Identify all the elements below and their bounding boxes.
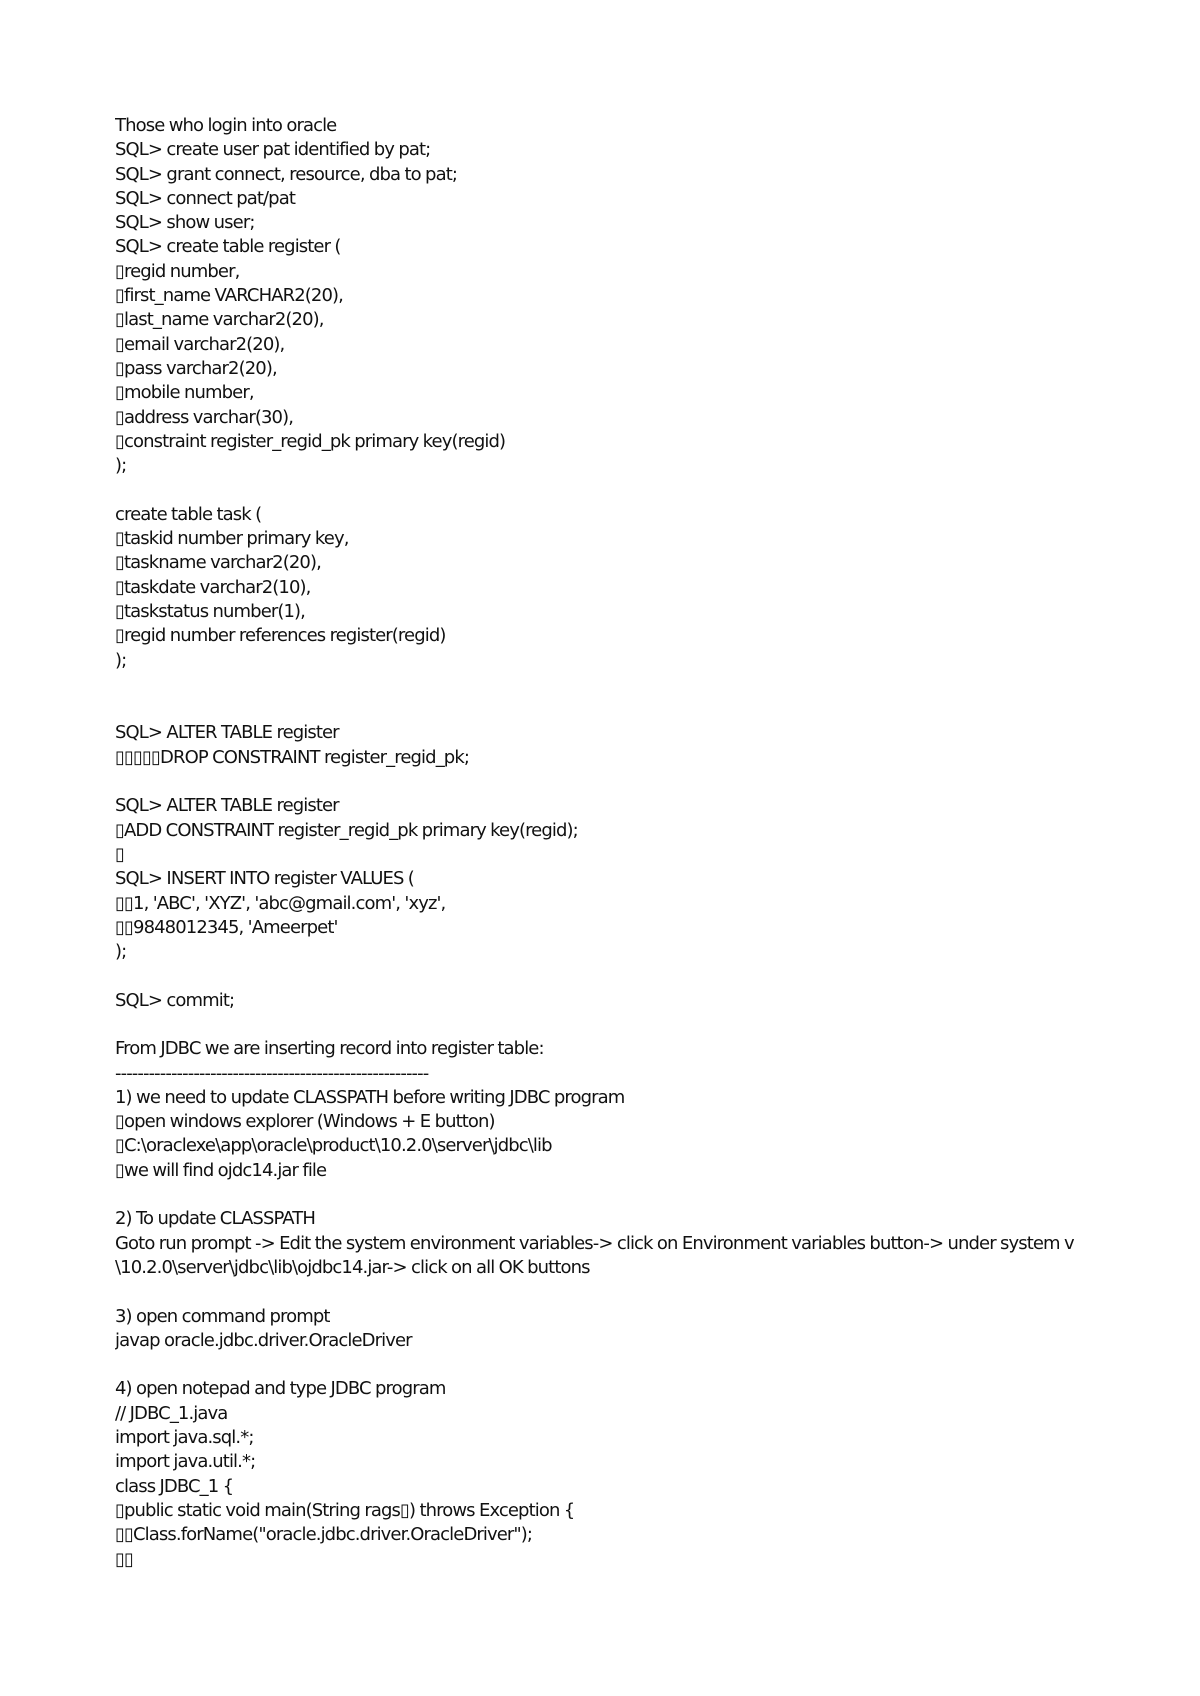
text-line: ▯address varchar(30), [115,406,294,428]
blank-line [115,964,1200,988]
text-line: SQL> ALTER TABLE register [115,795,339,817]
blank-line [115,1353,1200,1377]
text-line: ▯regid number references register(regid) [115,625,446,647]
text-line: ▯▯9848012345, 'Ameerpet' [115,916,338,938]
text-line: ▯ADD CONSTRAINT register_regid_pk primary key(regid); [115,819,578,841]
text-line: ▯▯Class.forName("oracle.jdbc.driver.OracleDriver"); [115,1524,533,1546]
text-line: From JDBC we are inserting record into register table: [115,1038,544,1060]
blank-line [115,1183,1200,1207]
text-line: 2) To update CLASSPATH [115,1208,316,1230]
text-line: \10.2.0\server\jdbc\lib\ojdbc14.jar-> click on all OK buttons [115,1256,590,1278]
document-text [115,114,1200,1572]
text-line: 4) open notepad and type JDBC program [115,1378,446,1400]
text-line: ▯ [115,843,125,865]
text-line: SQL> show user; [115,212,255,234]
text-line: ); [115,941,127,963]
text-line: ▯C:\oraclexe\app\oracle\product\10.2.0\server\jdbc\lib [115,1135,552,1157]
text-line: ▯constraint register_regid_pk primary key(regid) [115,430,506,452]
text-line: ▯open windows explorer (Windows + E button) [115,1111,495,1133]
text-line: create table task ( [115,503,262,525]
text-line: SQL> INSERT INTO register VALUES ( [115,868,414,890]
text-line: import java.util.*; [115,1451,256,1473]
text-line: SQL> connect pat/pat [115,187,295,209]
text-line: ▯taskstatus number(1), [115,600,305,622]
blank-line [115,478,1200,502]
blank-line [115,1013,1200,1037]
text-line: Those who login into oracle [115,115,337,136]
text-line: Goto run prompt -> Edit the system environment variables-> click on Environment variables button-> under system v [115,1232,1074,1254]
text-line: SQL> grant connect, resource, dba to pat; [115,163,458,185]
text-line: ▯we will find ojdc14.jar file [115,1159,327,1181]
text-line: ▯last_name varchar2(20), [115,309,324,331]
text-line: ); [115,649,127,671]
text-line: 1) we need to update CLASSPATH before writing JDBC program [115,1086,625,1108]
text-line: SQL> create table register ( [115,236,341,258]
text-line: ▯first_name VARCHAR2(20), [115,285,343,307]
text-line: ); [115,455,127,477]
text-line: ▯▯ [115,1548,134,1570]
text-line: ▯email varchar2(20), [115,333,285,355]
text-line: import java.sql.*; [115,1427,254,1449]
text-line: ▯pass varchar2(20), [115,357,277,379]
text-line: javap oracle.jdbc.driver.OracleDriver [115,1329,412,1351]
text-line: ▯▯▯▯▯DROP CONSTRAINT register_regid_pk; [115,746,470,768]
blank-line [115,697,1200,721]
text-line: ▯▯1, 'ABC', 'XYZ', 'abc@gmail.com', 'xyz', [115,892,446,914]
text-line: -------------------------------------------------------- [115,1062,429,1084]
text-line: SQL> create user pat identified by pat; [115,139,431,161]
text-line: ▯regid number, [115,260,240,282]
text-line: SQL> ALTER TABLE register [115,722,339,744]
text-line: ▯taskdate varchar2(10), [115,576,311,598]
text-line: ▯taskid number primary key, [115,528,349,550]
text-line: ▯taskname varchar2(20), [115,552,321,574]
blank-line [115,770,1200,794]
text-line: class JDBC_1 { [115,1475,234,1497]
text-line: // JDBC_1.java [115,1402,228,1424]
text-line: ▯public static void main(String rags▯) throws Exception { [115,1499,575,1521]
blank-line [115,673,1200,697]
text-line: ▯mobile number, [115,382,254,404]
text-line: 3) open command prompt [115,1305,330,1327]
text-line: SQL> commit; [115,989,235,1011]
blank-line [115,1280,1200,1304]
